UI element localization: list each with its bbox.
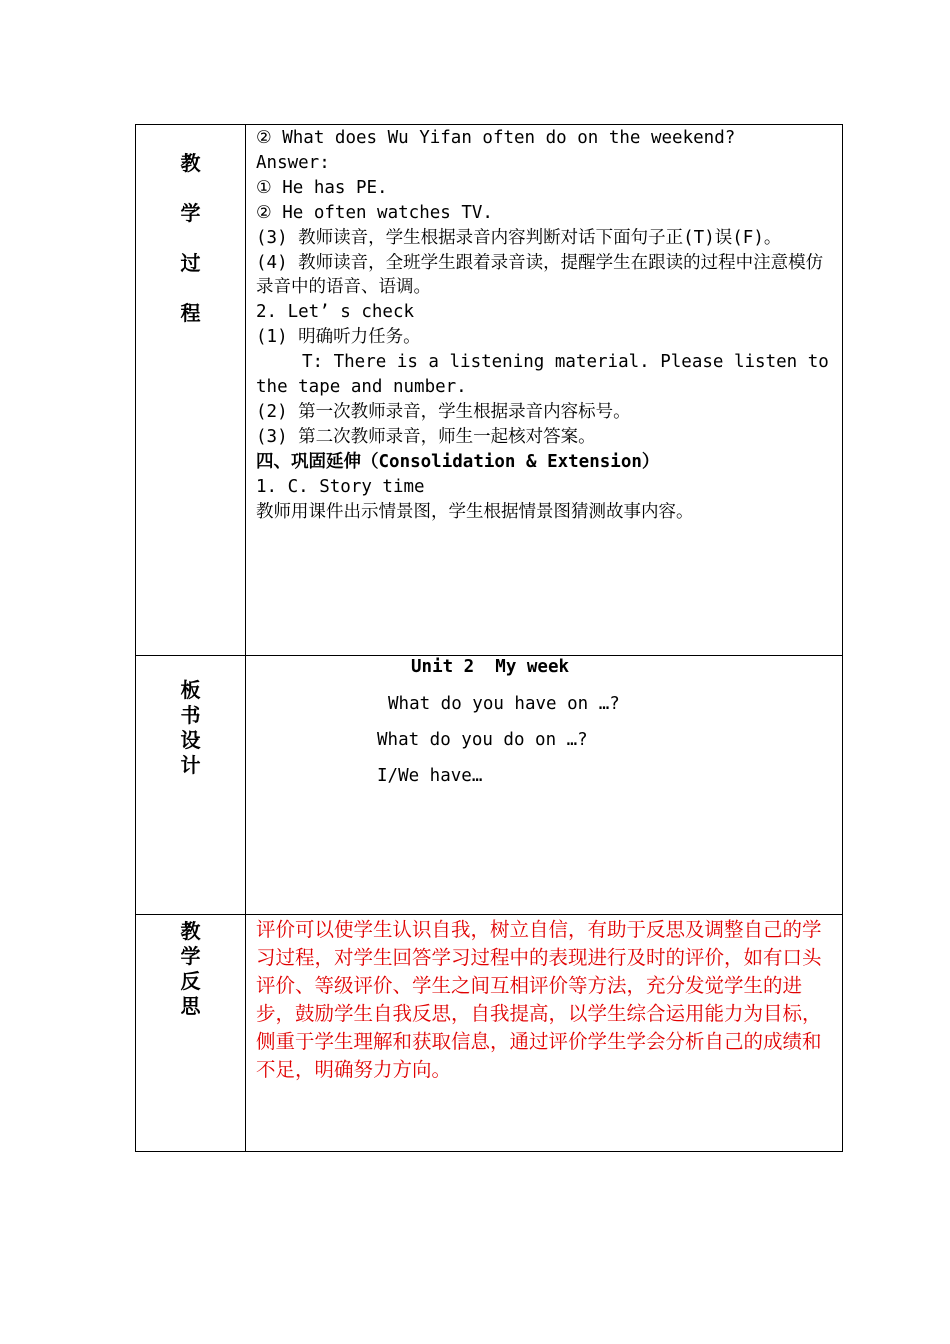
content-line: ② What does Wu Yifan often do on the weekend?	[256, 128, 736, 148]
content-line: (3) 第二次教师录音，师生一起核对答案。	[256, 426, 596, 447]
label-char: 思	[180, 994, 201, 1018]
board-design-label-cell	[136, 656, 246, 915]
label-char: 计	[180, 753, 201, 777]
label-char: 学	[180, 944, 201, 968]
content-line: T: There is a listening material. Please listen to the tape and number.	[256, 352, 840, 398]
board-line: What do you do on …?	[377, 730, 588, 750]
content-line: ② He often watches TV.	[256, 202, 493, 223]
content-line: Answer:	[256, 152, 330, 173]
section-heading: 四、巩固延伸（Consolidation & Extension）	[256, 451, 660, 472]
label-char: 过	[180, 251, 201, 275]
teaching-process-content	[246, 125, 842, 525]
teaching-reflection-content-cell	[246, 915, 843, 1152]
board-title: Unit 2 My week	[411, 657, 570, 677]
label-char: 程	[180, 301, 201, 325]
board-line: What do you have on …?	[388, 694, 620, 714]
content-line: 1. C. Story time	[256, 476, 425, 497]
label-char: 教	[180, 919, 201, 943]
lesson-plan-table	[135, 124, 843, 1152]
content-line: (1) 明确听力任务。	[256, 327, 421, 348]
label-char: 书	[180, 703, 201, 727]
board-line: I/We have…	[377, 766, 483, 786]
label-char: 教	[180, 151, 201, 175]
teaching-reflection-row	[136, 915, 843, 1152]
content-line: (3) 教师读音，学生根据录音内容判断对话下面句子正(T)误(F)。	[256, 227, 782, 248]
label-char: 设	[180, 728, 201, 752]
teaching-reflection-label-cell	[136, 915, 246, 1152]
teaching-reflection-label	[136, 915, 245, 1019]
label-char: 学	[180, 201, 201, 225]
label-char: 反	[180, 969, 201, 993]
board-design-row	[136, 656, 843, 915]
teaching-process-label-cell	[136, 125, 246, 656]
teaching-process-content-cell	[246, 125, 843, 656]
teaching-reflection-content	[246, 915, 842, 1084]
board-design-label	[136, 656, 245, 778]
content-line: (2) 第一次教师录音，学生根据录音内容标号。	[256, 401, 631, 422]
teaching-process-row	[136, 125, 843, 656]
board-design-content-cell	[246, 656, 843, 915]
content-line: 2. Let’ s check	[256, 302, 415, 323]
label-char: 板	[180, 678, 201, 702]
teaching-process-label	[136, 125, 245, 326]
content-line: (4) 教师读音，全班学生跟着录音读，提醒学生在跟读的过程中注意模仿录音中的语音、语调。	[256, 252, 824, 298]
content-line: ① He has PE.	[256, 177, 388, 198]
content-line: 教师用课件出示情景图，学生根据情景图猜测故事内容。	[256, 501, 694, 522]
reflection-text: 评价可以使学生认识自我，树立自信，有助于反思及调整自己的学习过程，对学生回答学习过程中的表现进行及时的评价，如有口头评价、等级评价、学生之间互相评价等方法，充分发觉学生的进步，鼓励学生自我反思，自我提高，以学生综合运用能力为目标，侧重于学生理解和获取信息，通过评价学生学会分析自己的成绩和不足，明确努力方向。	[256, 918, 822, 1081]
board-design-content	[246, 656, 842, 914]
